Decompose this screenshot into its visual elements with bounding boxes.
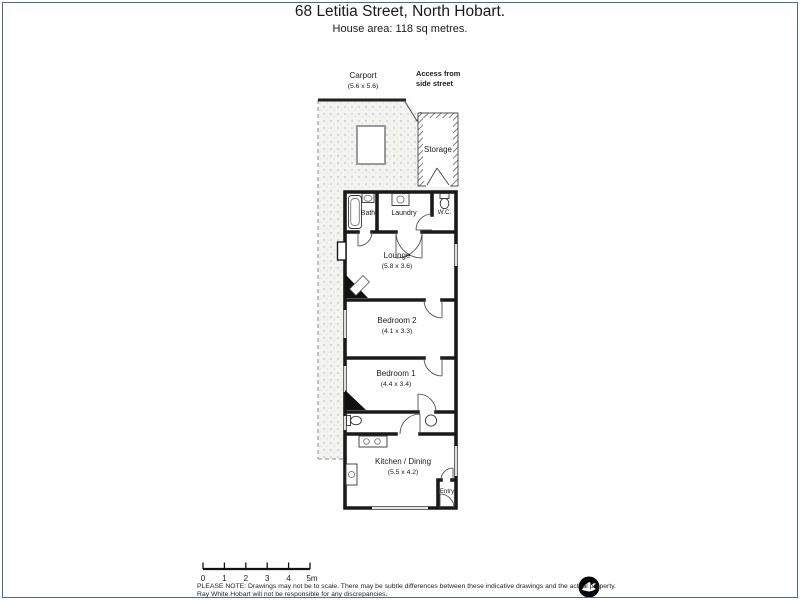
carport-structure	[357, 126, 385, 164]
carport-label: Carport	[349, 71, 377, 80]
entry-label: Entry	[439, 488, 455, 495]
window-lounge-right	[454, 244, 459, 266]
wc-label: W.C.	[437, 209, 452, 216]
house-area-subtitle: House area: 118 sq metres.	[332, 23, 468, 35]
access-note-line1: Access from	[416, 69, 461, 78]
kitchen-dims: (5.5 x 4.2)	[387, 469, 419, 476]
bath-basin-icon	[362, 194, 374, 203]
bath-label: Bath	[360, 210, 376, 217]
bedroom2-label: Bedroom 2	[377, 316, 417, 325]
washing-machine-icon	[392, 194, 409, 206]
kitchen-sink-icon	[346, 464, 357, 485]
window-bedroom2-left	[343, 310, 348, 338]
stove-icon	[359, 436, 387, 447]
disclaimer-line2: Ray White Hobart will not be responsible for any discrepancies.	[197, 590, 388, 598]
scale-tick-5: 5m	[306, 574, 318, 583]
carport-dims: (5.6 x 5.6)	[347, 83, 379, 90]
window-kitchen-right	[454, 446, 459, 476]
window-bedroom1-left	[343, 366, 348, 392]
scale-tick-3: 3	[264, 574, 270, 583]
bedroom2-dims: (4.1 x 3.3)	[381, 328, 413, 335]
bedroom1-label: Bedroom 1	[376, 369, 416, 378]
scale-tick-4: 4	[286, 574, 291, 583]
storage-room	[418, 113, 458, 187]
bedroom1-dims: (4.4 x 3.4)	[380, 381, 412, 388]
bathtub-icon	[349, 196, 362, 229]
laundry-label: Laundry	[391, 210, 417, 217]
disclaimer-line1: PLEASE NOTE: Drawings may not be to scale. There may be subtle differences between these indicative drawings and the actual property.	[197, 583, 616, 590]
wc-toilet-icon	[440, 194, 449, 209]
page-title: 68 Letitia Street, North Hobart.	[294, 3, 506, 20]
scale-tick-0: 0	[200, 574, 206, 583]
hall-toilet-icon	[347, 416, 362, 426]
disclaimer	[197, 583, 627, 598]
chimney	[338, 242, 347, 260]
window-kitchen-bottom	[372, 506, 428, 511]
scale-bar	[201, 563, 318, 584]
storage-label: Storage	[423, 145, 453, 154]
hot-water-icon	[425, 415, 436, 426]
scale-tick-2: 2	[243, 574, 249, 583]
lounge-label: Lounge	[383, 251, 411, 260]
lounge-dims: (5.8 x 3.6)	[381, 263, 413, 270]
scale-tick-1: 1	[222, 574, 227, 583]
kitchen-label: Kitchen / Dining	[374, 457, 432, 466]
access-note-line2: side street	[416, 79, 453, 88]
